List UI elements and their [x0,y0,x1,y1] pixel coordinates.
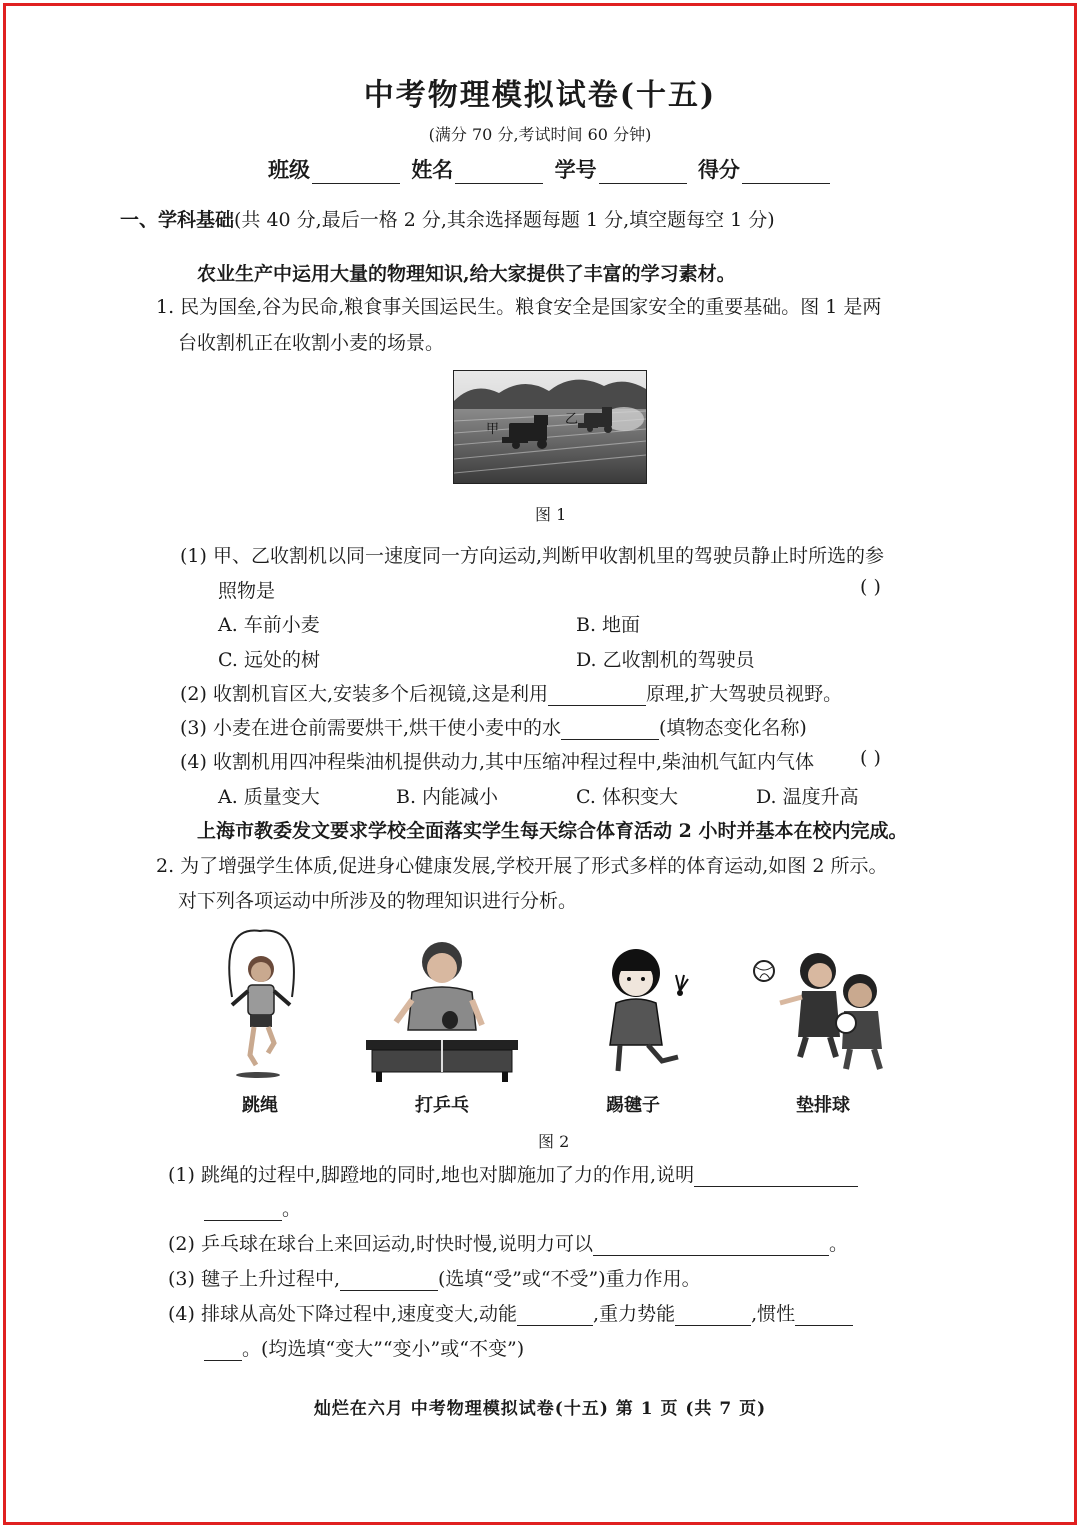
q1-sub4-option-d[interactable]: D. 温度升高 [756,786,859,808]
score-field[interactable] [742,163,830,184]
q2-sub1 [168,1160,858,1187]
q2-stem-line1: 2. 为了增强学生体质,促进身心健康发展,学校开展了形式多样的体育运动,如图 2 所示。 [156,855,888,877]
shuttlecock-illustration [592,945,722,1085]
q2-sub4-text-a: (4) 排球从高处下降过程中,速度变大,动能 [168,1303,518,1325]
intro-agriculture: 农业生产中运用大量的物理知识,给大家提供了丰富的学习素材。 [197,263,736,285]
q2-sub4-blank-potential[interactable] [675,1305,751,1326]
q1-sub3-blank[interactable] [561,719,659,740]
q2-sub1-blank-2[interactable] [204,1200,282,1221]
figure2-label: 图 2 [538,1132,570,1151]
jump-rope-illustration [210,925,320,1085]
name-field[interactable] [455,163,543,184]
photo-label-yi: 乙 [565,412,579,427]
q1-stem-line1: 1. 民为国垒,谷为民命,粮食事关国运民生。粮食安全是国家安全的重要基础。图 1 是两 [156,296,882,318]
caption-jump-rope: 跳绳 [242,1095,278,1116]
section-title: 一、学科基础 [120,209,235,231]
exam-title: 中考物理模拟试卷(十五) [363,78,717,113]
q1-sub4: (4) 收割机用四冲程柴油机提供动力,其中压缩冲程过程中,柴油机气缸内气体 [180,751,815,773]
q2-sub1-text: (1) 跳绳的过程中,脚蹬地的同时,地也对脚施加了力的作用,说明 [168,1164,695,1186]
exam-subtitle: (满分 70 分,考试时间 60 分钟) [428,125,652,144]
score-label: 得分 [697,157,740,182]
class-label: 班级 [268,157,310,182]
q2-sub2-text: (2) 乒乓球在球台上来回运动,时快时慢,说明力可以 [168,1233,594,1255]
photo-label-jia: 甲 [486,422,500,437]
q2-sub4-end: 。(均选填“变大”“变小”或“不变”) [242,1338,525,1360]
table-tennis-illustration [362,930,522,1085]
student-id-label: 学号 [554,157,597,182]
q1-sub2 [180,679,842,706]
q1-option-c[interactable]: C. 远处的树 [218,649,320,671]
q1-sub2-text-a: (2) 收割机盲区大,安装多个后视镜,这是利用 [180,683,549,705]
volleyball-illustration [750,945,900,1085]
student-id-field[interactable] [599,163,687,184]
q1-sub1-line1: (1) 甲、乙收割机以同一速度同一方向运动,判断甲收割机里的驾驶员静止时所选的参 [180,545,884,567]
q1-sub4-option-b[interactable]: B. 内能减小 [396,786,499,808]
intro-sports: 上海市教委发文要求学校全面落实学生每天综合体育活动 2 小时并基本在校内完成。 [197,820,908,842]
q1-sub4-option-c[interactable]: C. 体积变大 [576,786,678,808]
section-note: (共 40 分,最后一格 2 分,其余选择题每题 1 分,填空题每空 1 分) [234,209,775,231]
q1-sub4-answer-paren[interactable]: ( ) [860,747,881,769]
caption-volleyball: 垫排球 [796,1095,850,1116]
q1-sub3 [180,713,807,740]
student-info-line [268,154,834,184]
q1-sub3-text-b: (填物态变化名称) [659,717,807,739]
q2-sub4-text-b: ,重力势能 [593,1303,676,1325]
class-field[interactable] [312,163,400,184]
q1-sub1-line2: 照物是 [218,580,276,602]
q1-option-a[interactable]: A. 车前小麦 [218,614,320,636]
q2-sub2-blank[interactable] [593,1235,829,1256]
q2-sub2-end: 。 [829,1233,849,1255]
q2-sub4-blank-inertia-2[interactable] [204,1340,242,1361]
q2-sub3 [168,1264,701,1291]
name-label: 姓名 [411,157,454,182]
page-footer: 灿烂在六月 中考物理模拟试卷(十五) 第 1 页 (共 7 页) [313,1399,767,1419]
q1-option-b[interactable]: B. 地面 [576,614,641,636]
q2-sub3-text-a: (3) 毽子上升过程中, [168,1268,340,1290]
q2-sub2 [168,1229,848,1256]
q2-sub1-end: 。 [282,1198,302,1220]
q2-sub4-blank-inertia-1[interactable] [795,1305,853,1326]
q1-sub4-option-a[interactable]: A. 质量变大 [218,786,320,808]
q2-sub4-text-c: ,惯性 [751,1303,796,1325]
q1-sub1-answer-paren[interactable]: ( ) [860,576,881,598]
q2-sub4-blank-kinetic[interactable] [517,1305,593,1326]
q2-sub4 [168,1299,853,1326]
q1-stem-line2: 台收割机正在收割小麦的场景。 [178,332,445,354]
caption-table-tennis: 打乒乓 [415,1095,469,1116]
q2-sub3-blank[interactable] [340,1270,438,1291]
q1-sub3-text-a: (3) 小麦在进仓前需要烘干,烘干使小麦中的水 [180,717,561,739]
harvester-photo [453,370,647,484]
q2-sub1-blank-1[interactable] [694,1166,858,1187]
q2-sub1-cont [204,1194,301,1221]
q2-sub4-cont [204,1334,524,1361]
q1-sub2-text-b: 原理,扩大驾驶员视野。 [646,683,843,705]
figure1-label: 图 1 [535,505,567,524]
caption-shuttlecock: 踢毽子 [606,1095,660,1116]
harvester-illustration [454,371,646,483]
q1-option-d[interactable]: D. 乙收割机的驾驶员 [576,649,755,671]
q2-sub3-text-b: (选填“受”或“不受”)重力作用。 [438,1268,701,1290]
section-heading [120,205,775,232]
q1-sub2-blank[interactable] [548,685,646,706]
q2-stem-line2: 对下列各项运动中所涉及的物理知识进行分析。 [178,890,578,912]
